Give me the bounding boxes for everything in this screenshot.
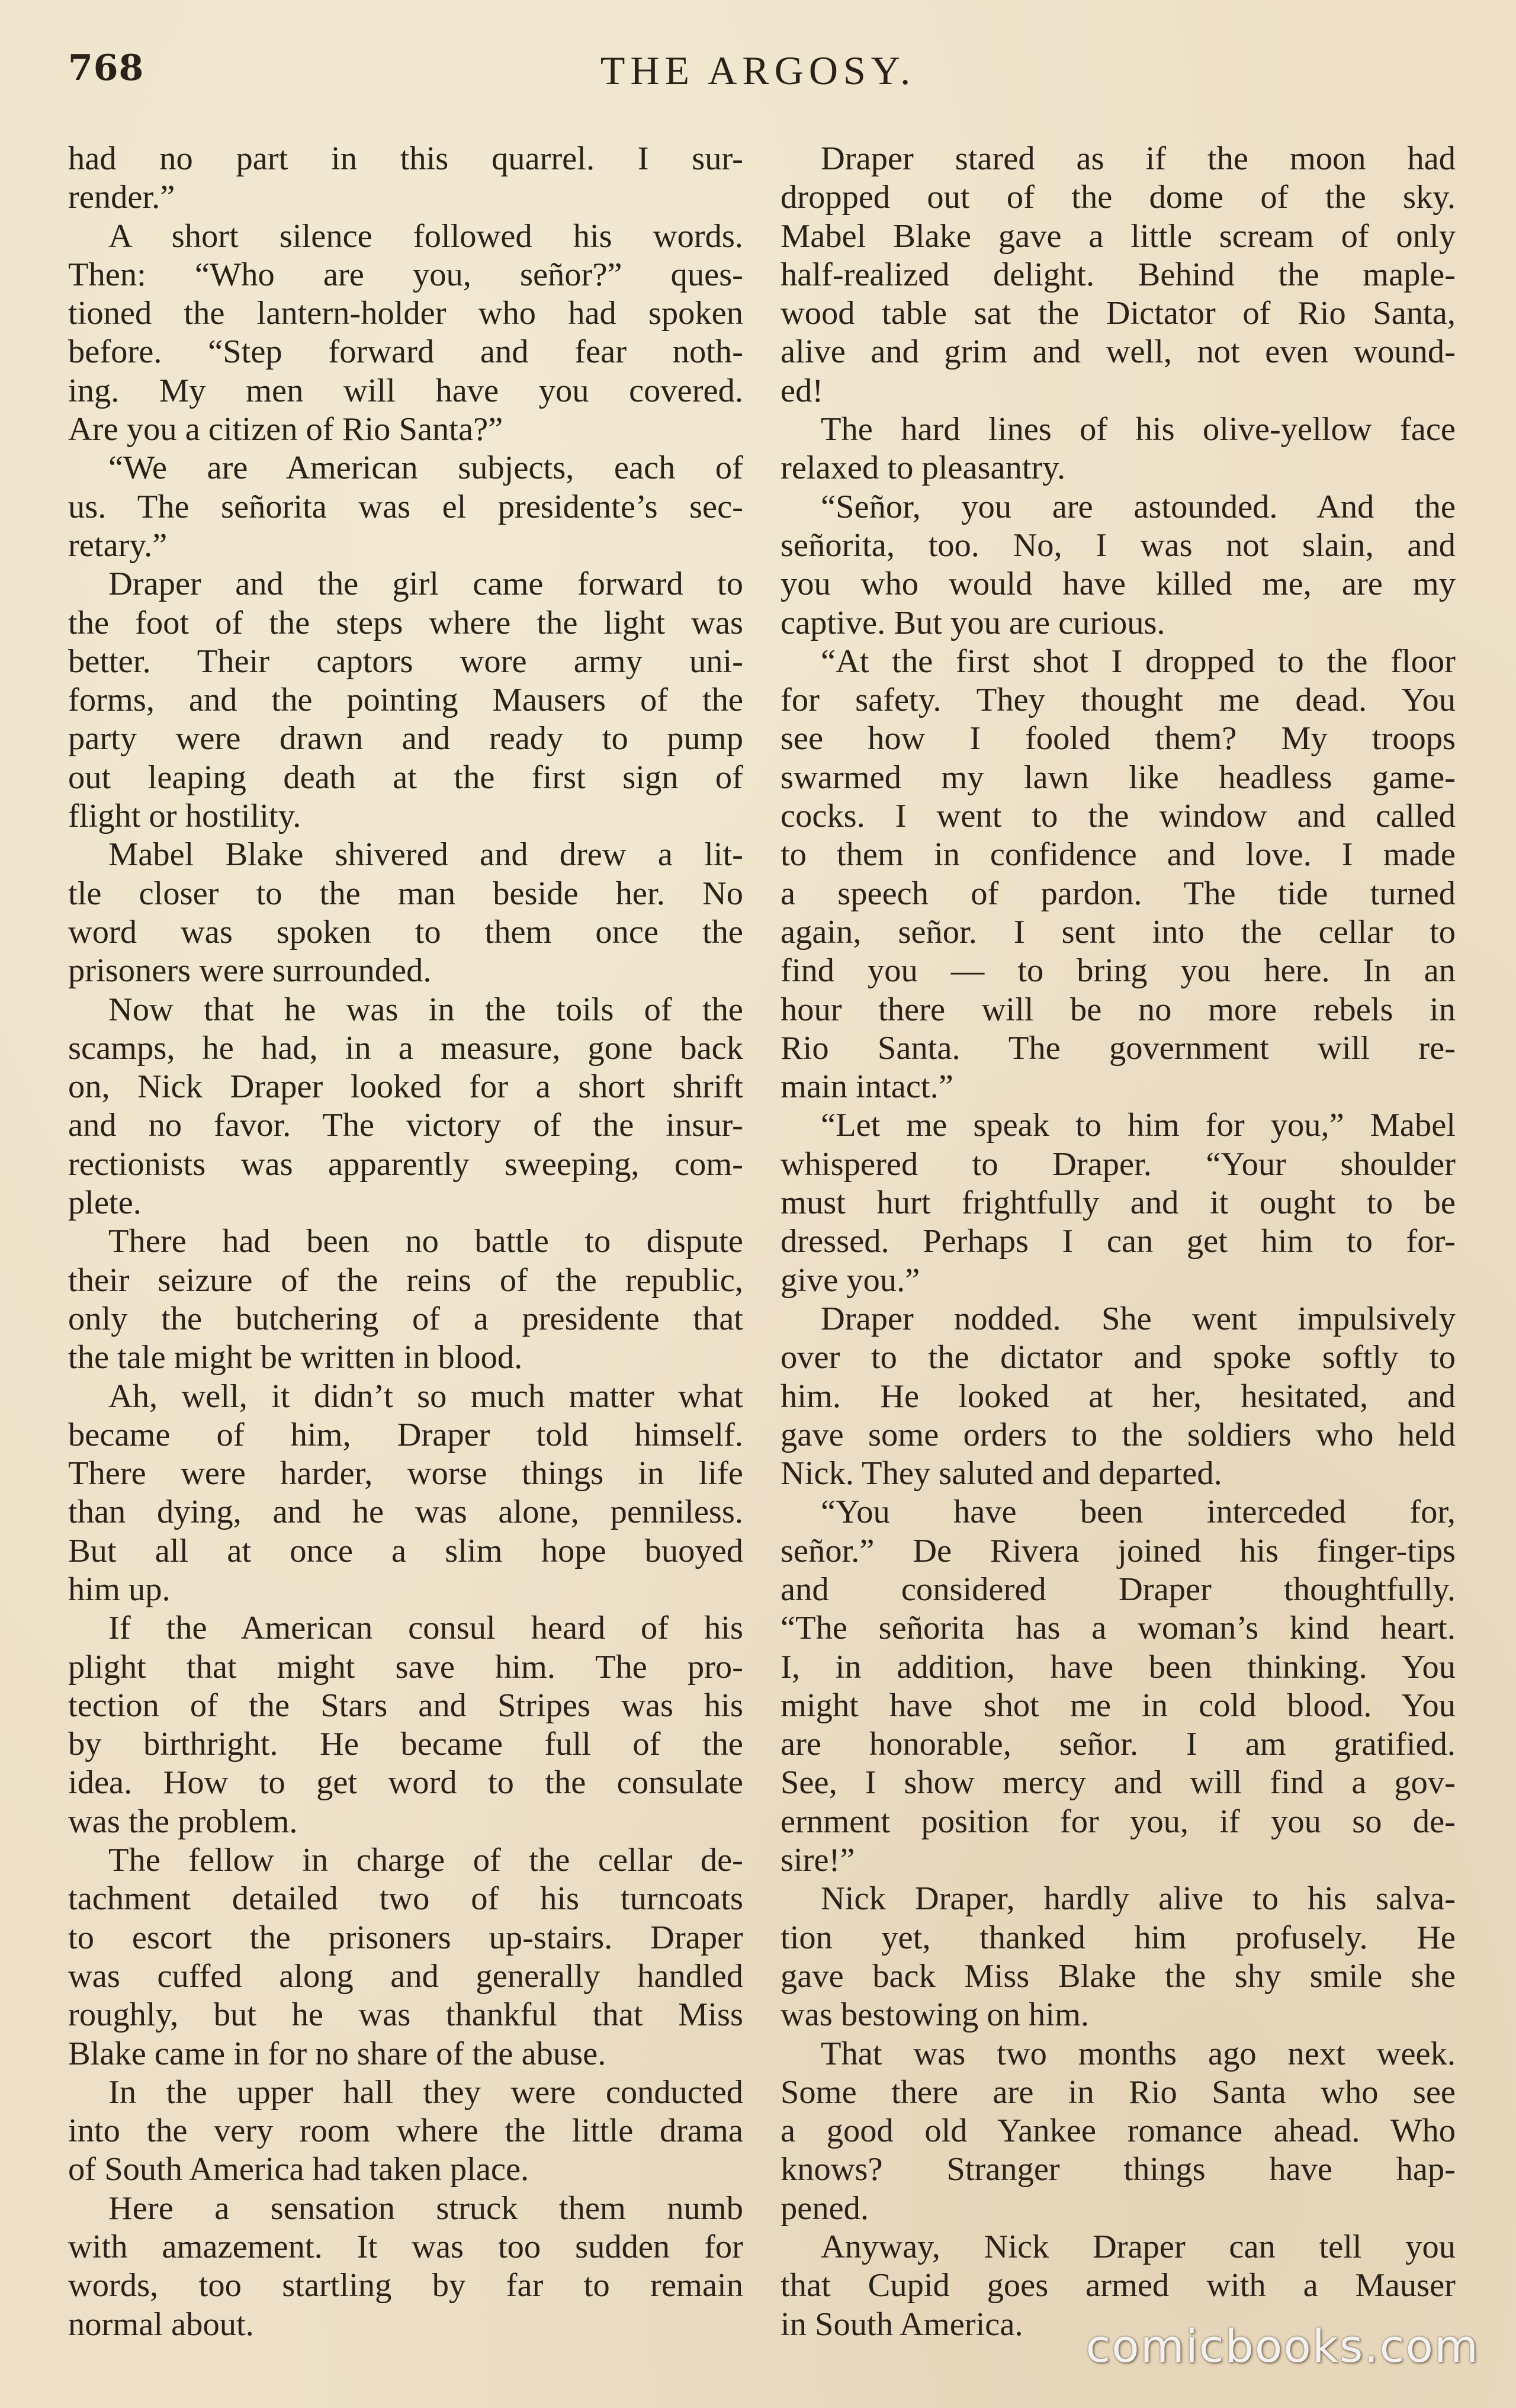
text-line: pened. (781, 2189, 869, 2227)
text-line: had no part in this quarrel. I sur- (68, 140, 743, 177)
text-line: Then: “Who are you, señor?” ques- (68, 256, 743, 293)
text-line: half-realized delight. Behind the maple- (781, 256, 1456, 293)
text-line: that Cupid goes armed with a Mauser (781, 2267, 1456, 2304)
text-line: Now that he was in the toils of the (108, 991, 743, 1028)
text-line: scamps, he had, in a measure, gone back (68, 1029, 743, 1067)
text-line: Nick. They saluted and departed. (781, 1455, 1222, 1492)
text-line: I, in addition, have been thinking. You (781, 1648, 1456, 1685)
text-line: rectionists was apparently sweeping, com- (68, 1145, 743, 1183)
text-line: flight or hostility. (68, 798, 301, 835)
text-line: plight that might save him. The pro- (68, 1648, 743, 1685)
text-line: Are you a citizen of Rio Santa?” (68, 411, 503, 448)
text-line: to them in confidence and love. I made (781, 836, 1456, 874)
text-line: into the very room where the little drama (68, 2112, 743, 2150)
text-line: might have shot me in cold blood. You (781, 1687, 1456, 1724)
text-line: ing. My men will have you covered. (68, 372, 743, 409)
page-number: 768 (68, 47, 144, 89)
text-line: and no favor. The victory of the insur- (68, 1107, 743, 1144)
text-line: a speech of pardon. The tide turned (781, 875, 1456, 912)
text-line: But all at once a slim hope buoyed (68, 1532, 743, 1569)
text-line: and considered Draper thoughtfully. (781, 1571, 1456, 1608)
text-line: Some there are in Rio Santa who see (781, 2073, 1456, 2111)
text-line: are honorable, señor. I am gratified. (781, 1726, 1456, 1763)
text-line: on, Nick Draper looked for a short shrift (68, 1068, 743, 1106)
text-line: sire!” (781, 1842, 855, 1879)
text-line: gave some orders to the soldiers who held (781, 1416, 1456, 1453)
text-line: idea. How to get word to the consulate (68, 1764, 743, 1802)
text-line: in South America. (781, 2306, 1023, 2343)
text-line: Blake came in for no share of the abuse. (68, 2035, 606, 2072)
text-line: Rio Santa. The government will re- (781, 1029, 1456, 1067)
text-line: was the problem. (68, 1803, 298, 1840)
text-column-left (68, 140, 743, 2344)
text-line: their seizure of the reins of the republic, (68, 1261, 743, 1299)
text-line: The hard lines of his olive-yellow face (821, 411, 1456, 448)
text-line: us. The señorita was el presidente’s sec- (68, 488, 743, 525)
text-line: only the butchering of a presidente that (68, 1300, 743, 1337)
running-title: THE ARGOSY. (600, 48, 916, 93)
text-line: There had been no battle to dispute (108, 1223, 743, 1260)
text-line: whispered to Draper. “Your shoulder (781, 1145, 1456, 1183)
text-line: out leaping death at the first sign of (68, 759, 743, 796)
text-column-right (781, 140, 1456, 2344)
text-line: see how I fooled them? My troops (781, 720, 1456, 757)
text-line: gave back Miss Blake the shy smile she (781, 1957, 1456, 1995)
text-line: señorita, too. No, I was not slain, and (781, 526, 1456, 564)
text-line: tection of the Stars and Stripes was his (68, 1687, 743, 1724)
text-line: tion yet, thanked him profusely. He (781, 1919, 1456, 1956)
watermark: comicbooks.com (1085, 2320, 1479, 2372)
text-line: “At the first shot I dropped to the floor (821, 643, 1456, 680)
text-line: became of him, Draper told himself. (68, 1416, 743, 1453)
text-line: Mabel Blake shivered and drew a lit- (108, 836, 743, 874)
text-line: There were harder, worse things in life (68, 1455, 743, 1492)
text-line: find you — to bring you here. In an (781, 952, 1456, 990)
text-line: tle closer to the man beside her. No (68, 875, 743, 912)
text-line: retary.” (68, 526, 168, 564)
text-line: was cuffed along and generally handled (68, 1957, 743, 1995)
text-line: word was spoken to them once the (68, 913, 743, 951)
text-line: “We are American subjects, each of (108, 450, 743, 487)
text-line: hour there will be no more rebels in (781, 991, 1456, 1028)
text-line: a good old Yankee romance ahead. Who (781, 2112, 1456, 2150)
text-line: tioned the lantern-holder who had spoken (68, 295, 743, 332)
text-line: swarmed my lawn like headless game- (781, 759, 1456, 796)
text-line: to escort the prisoners up-stairs. Draper (68, 1919, 743, 1956)
text-line: “You have been interceded for, (821, 1494, 1456, 1531)
text-line: Anyway, Nick Draper can tell you (821, 2229, 1456, 2266)
text-line: “Let me speak to him for you,” Mabel (821, 1107, 1456, 1144)
text-line: “Señor, you are astounded. And the (821, 488, 1456, 525)
text-line: tachment detailed two of his turncoats (68, 1880, 743, 1918)
text-line: with amazement. It was too sudden for (68, 2229, 743, 2266)
text-line: In the upper hall they were conducted (108, 2073, 743, 2111)
text-line: forms, and the pointing Mausers of the (68, 682, 743, 719)
text-line: Here a sensation struck them numb (108, 2189, 743, 2227)
text-line: wood table sat the Dictator of Rio Santa, (781, 295, 1456, 332)
text-line: dressed. Perhaps I can get him to for- (781, 1223, 1456, 1260)
text-line: The fellow in charge of the cellar de- (108, 1842, 743, 1879)
text-line: him. He looked at her, hesitated, and (781, 1378, 1456, 1415)
text-line: again, señor. I sent into the cellar to (781, 913, 1456, 951)
text-line: you who would have killed me, are my (781, 566, 1456, 603)
text-line: before. “Step forward and fear noth- (68, 333, 743, 371)
text-line: Draper and the girl came forward to (108, 566, 743, 603)
text-line: ed! (781, 372, 824, 409)
text-line: render.” (68, 179, 175, 216)
text-line: Nick Draper, hardly alive to his salva- (821, 1880, 1456, 1918)
text-line: the foot of the steps where the light was (68, 604, 743, 641)
text-line: for safety. They thought me dead. You (781, 682, 1456, 719)
text-line: plete. (68, 1184, 142, 1222)
text-line: A short silence followed his words. (108, 217, 743, 255)
page-header (0, 47, 1516, 113)
text-line: words, too startling by far to remain (68, 2267, 743, 2304)
text-line: must hurt frightfully and it ought to be (781, 1184, 1456, 1222)
text-line: See, I show mercy and will find a gov- (781, 1764, 1456, 1802)
text-line: captive. But you are curious. (781, 604, 1165, 641)
text-line: normal about. (68, 2306, 254, 2343)
text-line: “The señorita has a woman’s kind heart. (781, 1610, 1456, 1647)
text-line: prisoners were surrounded. (68, 952, 432, 990)
text-line: señor.” De Rivera joined his finger-tips (781, 1532, 1456, 1569)
text-line: knows? Stranger things have hap- (781, 2151, 1456, 2188)
text-line: Draper stared as if the moon had (821, 140, 1456, 177)
text-line: party were drawn and ready to pump (68, 720, 743, 757)
text-line: relaxed to pleasantry. (781, 450, 1066, 487)
text-line: better. Their captors wore army uni- (68, 643, 743, 680)
text-line: by birthright. He became full of the (68, 1726, 743, 1763)
text-line: Ah, well, it didn’t so much matter what (108, 1378, 743, 1415)
text-line: of South America had taken place. (68, 2151, 529, 2188)
text-line: main intact.” (781, 1068, 953, 1106)
text-line: That was two months ago next week. (821, 2035, 1456, 2072)
text-line: If the American consul heard of his (108, 1610, 743, 1647)
text-line: roughly, but he was thankful that Miss (68, 1996, 743, 2034)
text-line: dropped out of the dome of the sky. (781, 179, 1456, 216)
text-line: was bestowing on him. (781, 1996, 1090, 2034)
text-line: alive and grim and well, not even wound- (781, 333, 1456, 371)
text-line: give you.” (781, 1261, 920, 1299)
text-line: Draper nodded. She went impulsively (821, 1300, 1456, 1337)
text-line: ernment position for you, if you so de- (781, 1803, 1456, 1840)
text-line: Mabel Blake gave a little scream of only (781, 217, 1456, 255)
text-line: cocks. I went to the window and called (781, 798, 1456, 835)
text-line: than dying, and he was alone, penniless. (68, 1494, 743, 1531)
text-line: over to the dictator and spoke softly to (781, 1339, 1456, 1376)
text-line: the tale might be written in blood. (68, 1339, 523, 1376)
text-line: him up. (68, 1571, 171, 1608)
